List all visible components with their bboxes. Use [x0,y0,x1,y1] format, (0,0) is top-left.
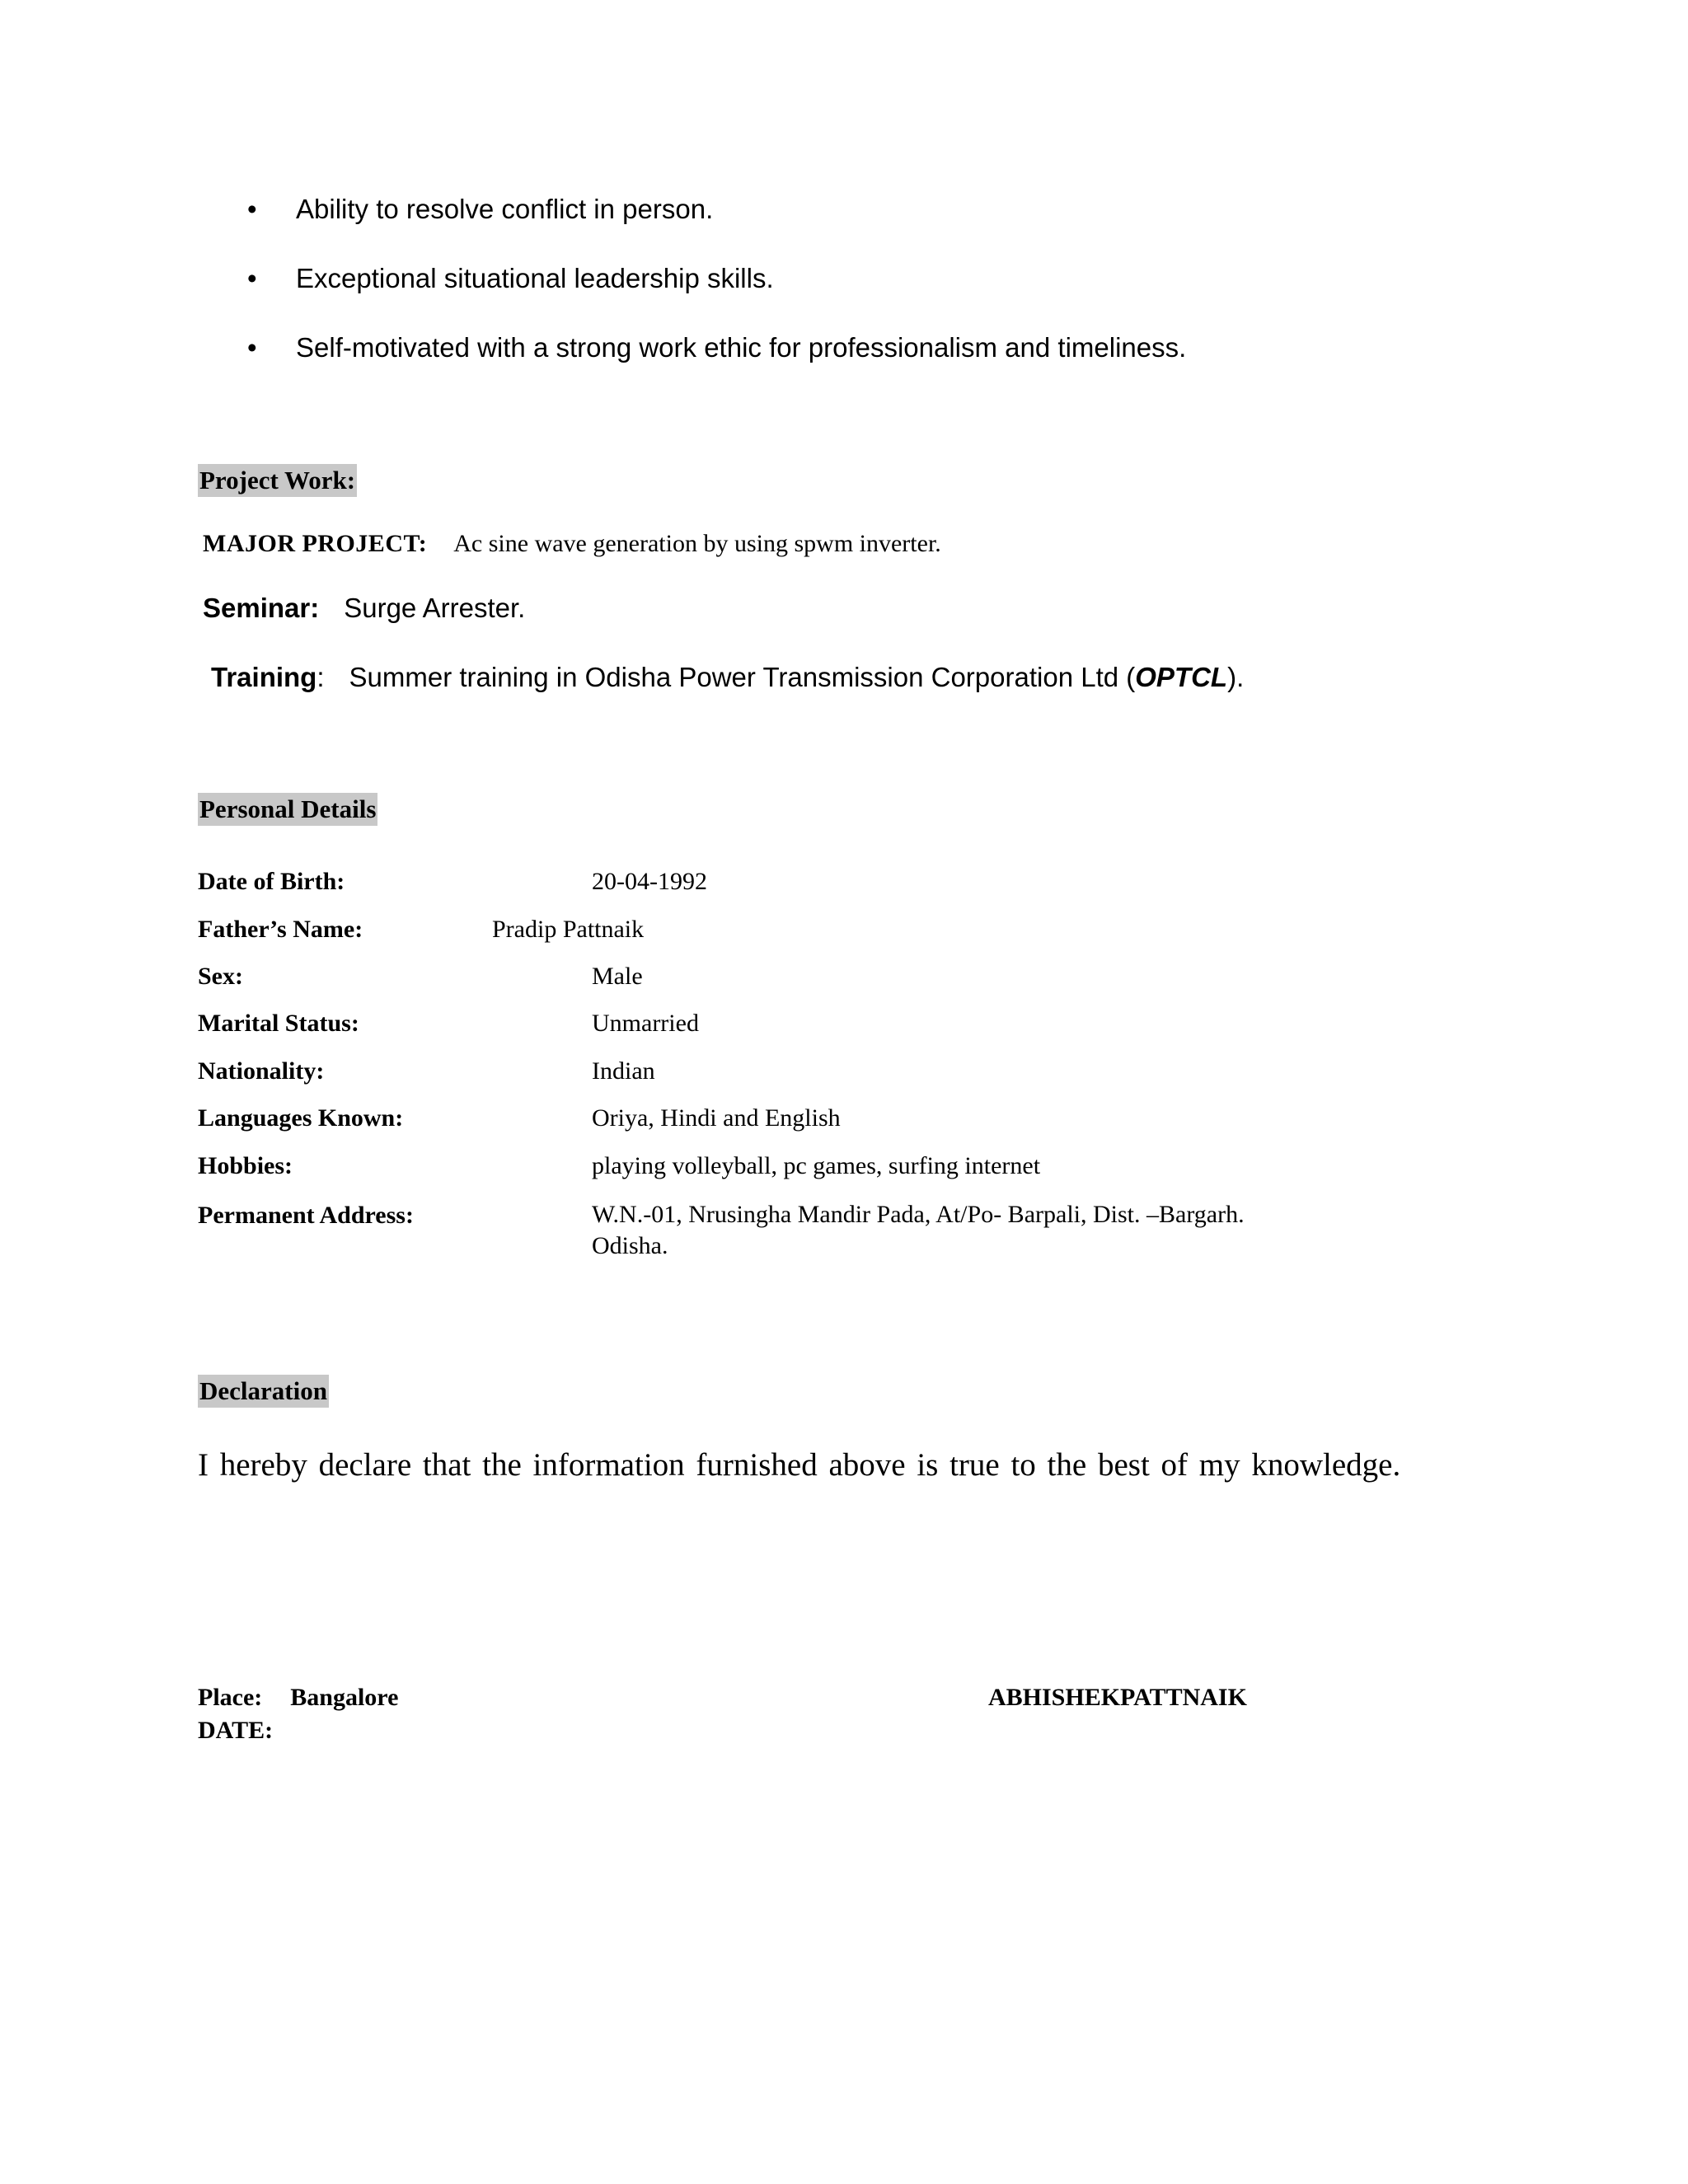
sex-label: Sex: [198,963,243,990]
dob-value: 20-04-1992 [592,868,707,895]
bullet-icon: • [247,332,257,363]
nationality-label: Nationality: [198,1057,325,1085]
date-label: DATE: [198,1717,274,1744]
major-project-text: Ac sine wave generation by using spwm inverter. [453,530,941,557]
sex-value: Male [592,963,643,990]
seminar-text: Surge Arrester. [344,593,526,623]
nationality-value: Indian [592,1057,655,1085]
training-colon: : [316,662,325,692]
training-label: Training [211,662,317,692]
major-project-label: MAJOR PROJECT: [203,530,428,557]
languages-label: Languages Known: [198,1104,404,1132]
declaration-heading: Declaration [198,1375,329,1408]
skill-text: Ability to resolve conflict in person. [296,194,714,224]
father-name-label: Father’s Name: [198,916,363,943]
address-line-2: Odisha. [592,1232,668,1259]
languages-value: Oriya, Hindi and English [592,1104,841,1132]
dob-label: Date of Birth: [198,868,345,895]
declaration-text: I hereby declare that the information furnished above is true to the best of my knowledge. [198,1447,1401,1483]
marital-status-value: Unmarried [592,1010,699,1037]
father-name-value: Pradip Pattnaik [492,916,645,943]
personal-details-heading: Personal Details [198,793,377,826]
hobbies-label: Hobbies: [198,1152,293,1179]
place-label: Place: [198,1684,263,1711]
marital-status-label: Marital Status: [198,1010,359,1037]
seminar-label: Seminar: [203,593,320,623]
hobbies-value: playing volleyball, pc games, surfing internet [592,1152,1041,1179]
signature-name: ABHISHEKPATTNAIK [988,1684,1247,1711]
bullet-icon: • [247,263,257,293]
place-row [198,1681,398,1714]
training-end: ). [1227,662,1245,692]
address-label: Permanent Address: [198,1202,414,1229]
training-row [211,662,1244,693]
place-value: Bangalore [290,1684,399,1711]
skill-text: Exceptional situational leadership skills. [296,263,774,293]
training-abbreviation: OPTCL [1135,662,1228,692]
project-work-heading: Project Work: [198,464,357,497]
major-project-row [203,530,941,558]
skill-text: Self-motivated with a strong work ethic for professionalism and timeliness. [296,332,1187,363]
bullet-icon: • [247,194,257,224]
seminar-row [203,593,525,624]
address-line-1: W.N.-01, Nrusingha Mandir Pada, At/Po- Barpali, Dist. –Bargarh. [592,1201,1245,1228]
address-value [592,1199,1383,1262]
training-text: Summer training in Odisha Power Transmission Corporation Ltd ( [349,662,1136,692]
